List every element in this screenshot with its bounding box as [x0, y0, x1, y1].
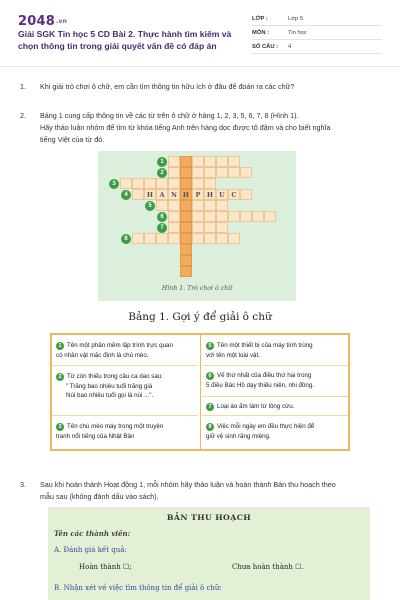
- meta-row-subject: [252, 26, 382, 40]
- row-number-badge: 5: [145, 201, 155, 211]
- row-divider: [202, 365, 348, 366]
- hint-number-badge: 2: [56, 373, 64, 381]
- crossword-cell: [204, 211, 216, 222]
- question-number: 2.: [20, 111, 26, 120]
- done-checkbox-label[interactable]: Hoàn thành ☐;: [79, 563, 132, 571]
- row-divider: [202, 415, 348, 416]
- column-divider: [200, 335, 201, 449]
- hint-number-badge: 8: [206, 423, 214, 431]
- meta-row-count: [252, 40, 382, 54]
- crossword-cell: [204, 178, 216, 189]
- crossword-key-cell: [180, 222, 192, 233]
- crossword-cell: [228, 156, 240, 167]
- page-header: [0, 0, 400, 66]
- hint-text: với tên một loài vật.: [206, 351, 260, 359]
- hint-3: [56, 422, 198, 441]
- crossword-cell: [144, 178, 156, 189]
- question-number: 3.: [20, 480, 26, 489]
- meta-key: LỚP :: [252, 15, 268, 22]
- hint-text: có nhân vật mặc định là chú mèo.: [56, 351, 149, 359]
- hint-text: Tên một phần mềm lập trình trực quan: [67, 342, 173, 349]
- hint-text: Tên chú mèo máy trong một truyện: [67, 423, 164, 430]
- crossword-cell: [204, 167, 216, 178]
- question-2: [20, 110, 380, 146]
- report-title: BẢN THU HOẠCH: [166, 513, 252, 522]
- crossword-cell: [132, 189, 144, 200]
- crossword-cell: [132, 178, 144, 189]
- crossword-key-cell: [180, 200, 192, 211]
- crossword-letter-cell: H: [204, 189, 216, 200]
- hints-table: [50, 333, 350, 451]
- meta-key: SỐ CÂU :: [252, 43, 279, 50]
- crossword-cell: [168, 222, 180, 233]
- crossword-key-cell: [180, 211, 192, 222]
- crossword-cell: [168, 233, 180, 244]
- figure-caption: Hình 1. Trò chơi ô chữ: [161, 285, 233, 292]
- site-logo[interactable]: [18, 14, 67, 29]
- question-text-line: tiếng Việt của từ đó.: [40, 135, 105, 144]
- crossword-letter-cell: N: [168, 189, 180, 200]
- question-1: [20, 81, 380, 93]
- crossword-letter-cell: C: [228, 189, 240, 200]
- crossword-cell: [204, 200, 216, 211]
- crossword-cell: [192, 200, 204, 211]
- meta-row-grade: [252, 12, 382, 26]
- crossword-cell: [216, 167, 228, 178]
- crossword-cell: [216, 211, 228, 222]
- hint-number-badge: 6: [206, 372, 214, 380]
- crossword-cell: [168, 156, 180, 167]
- meta-key: MÔN :: [252, 29, 270, 36]
- crossword-cell: [144, 233, 156, 244]
- crossword-cell: [228, 233, 240, 244]
- crossword-figure: [98, 151, 296, 301]
- meta-value: 4: [288, 43, 292, 50]
- hint-text: giữ vệ sinh răng miệng.: [206, 432, 271, 440]
- question-text-line: Bảng 1 cung cấp thông tin về các từ trên ô chữ ở hàng 1, 2, 3, 5, 6, 7, 8 (Hình 1).: [40, 111, 299, 120]
- crossword-cell: [120, 178, 132, 189]
- hint-6: [206, 371, 348, 390]
- crossword-cell: [264, 211, 276, 222]
- crossword-key-cell: [180, 156, 192, 167]
- hint-text: Từ còn thiếu trong câu ca dao sau:: [67, 373, 163, 380]
- crossword-key-cell: [180, 178, 192, 189]
- report-form: [48, 507, 370, 600]
- logo-text: 2048: [18, 14, 55, 29]
- row-divider: [202, 396, 348, 397]
- hint-text: 5 điều Bác Hồ dạy thiếu niên, nhi đồng.: [206, 381, 315, 389]
- hint-8: [206, 422, 348, 441]
- crossword-letter-cell: A: [156, 189, 168, 200]
- not-done-checkbox-label[interactable]: Chưa hoàn thành ☐.: [232, 563, 304, 571]
- meta-value: Lớp 5: [288, 15, 304, 22]
- crossword-cell: [204, 156, 216, 167]
- hint-text: tranh nổi tiếng của Nhật Bản: [56, 432, 135, 440]
- question-text-line: mẫu sau (không đánh dấu vào sách).: [40, 492, 159, 501]
- crossword-cell: [204, 233, 216, 244]
- row-number-badge: 8: [121, 234, 131, 244]
- hint-text: Vế thứ nhất của điều thứ hai trong: [217, 372, 312, 379]
- hint-7: [206, 402, 348, 412]
- crossword-key-cell: [180, 167, 192, 178]
- crossword-cell: [168, 167, 180, 178]
- crossword-cell: [228, 211, 240, 222]
- crossword-letter-cell: H: [180, 189, 192, 200]
- crossword-cell: [204, 222, 216, 233]
- crossword-key-cell: [180, 244, 192, 255]
- hint-number-badge: 5: [206, 342, 214, 350]
- row-number-badge: 7: [157, 223, 167, 233]
- row-number-badge: 1: [157, 157, 167, 167]
- row-divider: [52, 365, 198, 366]
- hint-number-badge: 7: [206, 403, 214, 411]
- question-3: [20, 479, 380, 503]
- crossword-cell: [132, 233, 144, 244]
- crossword-cell: [216, 233, 228, 244]
- crossword-cell: [168, 211, 180, 222]
- crossword-cell: [168, 200, 180, 211]
- document-title: Giải SGK Tin học 5 CD Bài 2. Thực hành tìm kiếm và chọn thông tin trong giải quyết vấn đề có đáp án: [18, 29, 232, 51]
- hint-number-badge: 1: [56, 342, 64, 350]
- crossword-cell: [156, 233, 168, 244]
- hint-2: [56, 372, 198, 401]
- crossword-cell: [192, 167, 204, 178]
- logo-tld: .vn: [55, 18, 68, 25]
- hint-1: [56, 341, 198, 360]
- hint-text: Loại áo ấm làm từ lông cừu.: [217, 403, 295, 410]
- crossword-letter-cell: P: [192, 189, 204, 200]
- crossword-cell: [216, 200, 228, 211]
- crossword-key-cell: [180, 233, 192, 244]
- header-divider: [0, 66, 400, 67]
- crossword-cell: [228, 167, 240, 178]
- question-text: Khi giải trò chơi ô chữ, em cần tìm thông tin hữu ích ở đâu để đoán ra các chữ?: [40, 82, 295, 91]
- question-number: 1.: [20, 82, 26, 91]
- row-number-badge: 6: [157, 212, 167, 222]
- table-title: Bảng 1. Gợi ý để giải ô chữ: [128, 311, 272, 323]
- document-meta: [252, 12, 382, 54]
- crossword-cell: [252, 211, 264, 222]
- question-text-line: Hãy thảo luận nhóm để tìm từ khóa tiếng Anh trên hàng dọc được tô đậm và cho biết nghĩa: [40, 123, 331, 132]
- crossword-cell: [156, 178, 168, 189]
- crossword-cell: [240, 167, 252, 178]
- hint-text: Việc mỗi ngày em đều thực hiện để: [217, 423, 315, 430]
- hint-text: Tên một thiết bị của máy tính trùng: [217, 342, 313, 349]
- hint-5: [206, 341, 348, 360]
- crossword-cell: [156, 200, 168, 211]
- crossword-key-cell: [180, 255, 192, 266]
- crossword-cell: [240, 211, 252, 222]
- section-a-heading: A. Đánh giá kết quả:: [54, 546, 127, 554]
- hint-number-badge: 3: [56, 423, 64, 431]
- crossword-key-cell: [180, 266, 192, 277]
- crossword-cell: [192, 156, 204, 167]
- question-text-line: Sau khi hoàn thành Hoạt động 1, mỗi nhóm hãy thảo luận và hoàn thành Bản thu hoạch theo: [40, 480, 336, 489]
- hint-text: " Trăng bao nhiêu tuổi trăng già: [66, 382, 153, 390]
- crossword-cell: [168, 178, 180, 189]
- hint-text: Núi bao nhiêu tuổi gọi là núi ...".: [66, 392, 154, 399]
- row-number-badge: 2: [157, 168, 167, 178]
- meta-value: Tin học: [288, 29, 307, 36]
- row-number-badge: 3: [109, 179, 119, 189]
- crossword-letter-cell: H: [144, 189, 156, 200]
- crossword-cell: [216, 156, 228, 167]
- row-number-badge: 4: [121, 190, 131, 200]
- crossword-cell: [192, 222, 204, 233]
- row-divider: [52, 415, 198, 416]
- section-b-heading: B. Nhận xét về việc tìm thông tin để giải ô chữ:: [54, 584, 222, 592]
- crossword-cell: [216, 222, 228, 233]
- crossword-cell: [240, 189, 252, 200]
- crossword-letter-cell: U: [216, 189, 228, 200]
- crossword-cell: [192, 211, 204, 222]
- crossword-cell: [192, 178, 204, 189]
- members-label: Tên các thành viên:: [54, 529, 131, 538]
- crossword-cell: [192, 233, 204, 244]
